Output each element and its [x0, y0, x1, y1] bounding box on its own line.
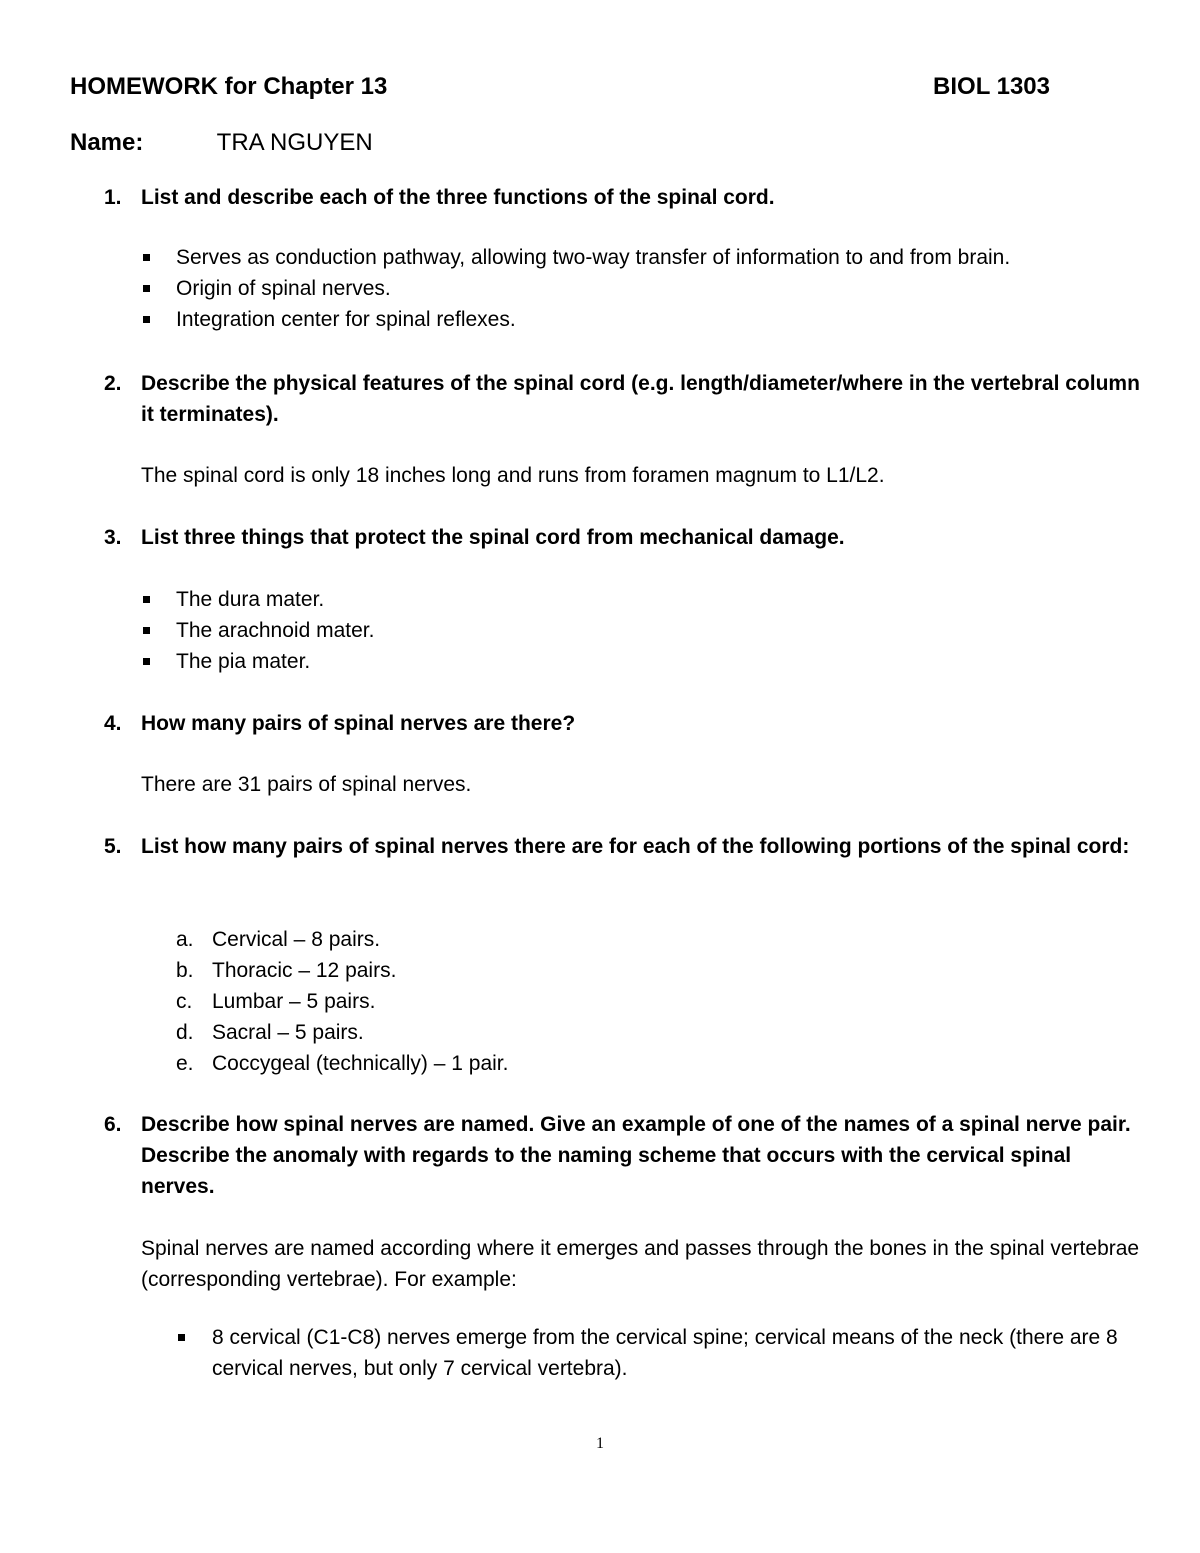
- question-text: Describe the physical features of the spinal cord (e.g. length/diameter/where in the vertebral column it terminates).: [141, 372, 1140, 426]
- question-1-answers: [0, 242, 1200, 335]
- question-2-answer: The spinal cord is only 18 inches long and runs from foramen magnum to L1/L2.: [141, 464, 885, 487]
- question-number: 4.: [104, 712, 122, 735]
- list-item: a. Cervical – 8 pairs.: [176, 928, 381, 951]
- question-text: Describe how spinal nerves are named. Give an example of one of the names of a spinal nerve pair. Describe the anomaly with regards to the naming scheme that occurs with the cervical spinal nerves.: [141, 1113, 1131, 1198]
- question-number: 2.: [104, 372, 122, 395]
- question-text: How many pairs of spinal nerves are there?: [141, 712, 576, 735]
- square-bullet-icon: [143, 658, 150, 665]
- question-number: 5.: [104, 835, 122, 858]
- question-6-answer: Spinal nerves are named according where it emerges and passes through the bones in the spinal vertebrae (corresponding vertebrae). For example:: [141, 1237, 1140, 1291]
- question-number: 6.: [104, 1113, 122, 1136]
- square-bullet-icon: [143, 254, 150, 261]
- question-text: List three things that protect the spinal cord from mechanical damage.: [141, 526, 845, 549]
- list-item: The pia mater.: [0, 646, 1200, 677]
- question-3-answers: [0, 584, 1200, 677]
- square-bullet-icon: [143, 596, 150, 603]
- square-bullet-icon: [178, 1334, 185, 1341]
- student-name: TRA NGUYEN: [216, 129, 373, 156]
- question-number: 3.: [104, 526, 122, 549]
- list-item: b. Thoracic – 12 pairs.: [176, 959, 397, 982]
- list-item: c. Lumbar – 5 pairs.: [176, 990, 376, 1013]
- list-item: Serves as conduction pathway, allowing two-way transfer of information to and from brain.: [0, 242, 1200, 273]
- list-item: 8 cervical (C1-C8) nerves emerge from the cervical spine; cervical means of the neck (there are 8 cervical nerves, but only 7 cervical vertebra).: [212, 1326, 1118, 1380]
- question-5-answers: [0, 924, 1200, 1079]
- list-item: d. Sacral – 5 pairs.: [176, 1021, 364, 1044]
- list-item: Integration center for spinal reflexes.: [0, 304, 1200, 335]
- list-item: The arachnoid mater.: [0, 615, 1200, 646]
- question-text: List and describe each of the three functions of the spinal cord.: [141, 186, 775, 209]
- course-code: BIOL 1303: [933, 73, 1050, 100]
- list-item: e. Coccygeal (technically) – 1 pair.: [176, 1052, 509, 1075]
- square-bullet-icon: [143, 316, 150, 323]
- homework-title: HOMEWORK for Chapter 13: [70, 73, 388, 100]
- question-number: 1.: [104, 186, 122, 209]
- list-item: Origin of spinal nerves.: [0, 273, 1200, 304]
- student-name-row: [70, 126, 373, 160]
- question-text: List how many pairs of spinal nerves there are for each of the following portions of the spinal cord:: [141, 835, 1130, 858]
- question-4-answer: There are 31 pairs of spinal nerves.: [141, 773, 472, 796]
- page-number: 1: [596, 1435, 604, 1452]
- name-label: Name:: [70, 129, 144, 156]
- square-bullet-icon: [143, 285, 150, 292]
- list-item: The dura mater.: [0, 584, 1200, 615]
- square-bullet-icon: [143, 627, 150, 634]
